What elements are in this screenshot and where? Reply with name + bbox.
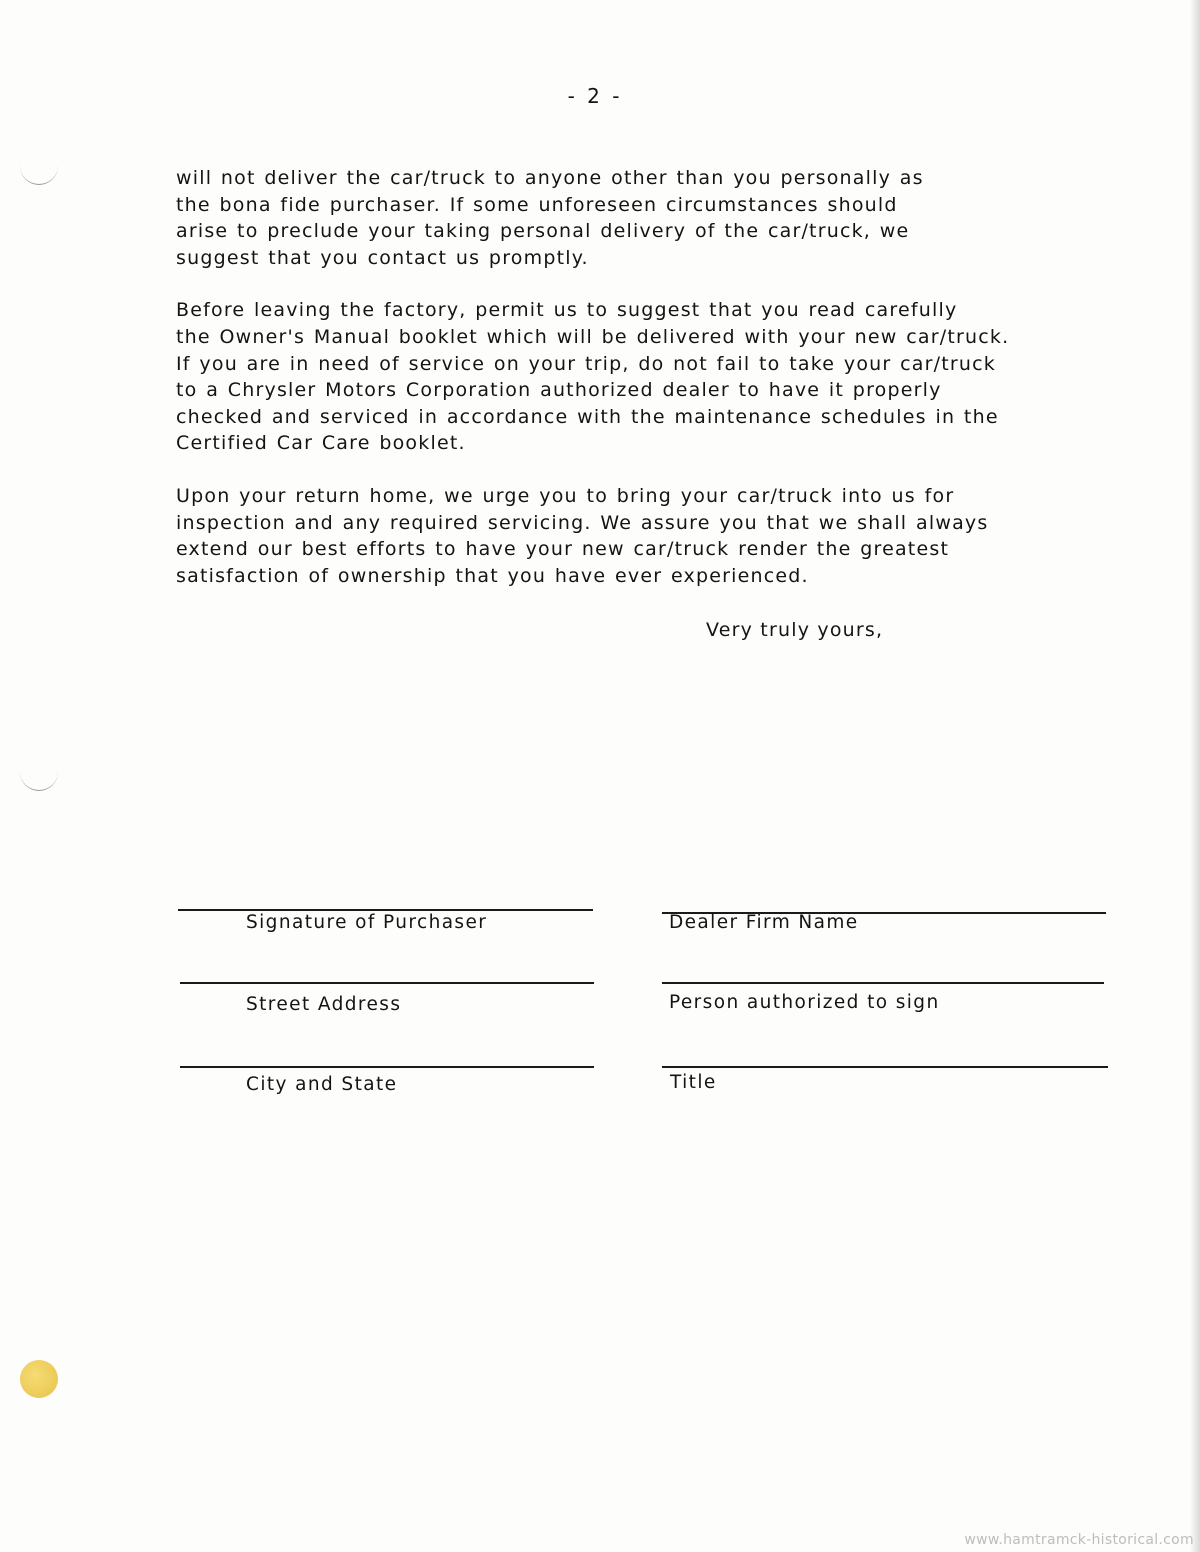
yellow-sticker-dot [20, 1360, 58, 1398]
label-title: Title [670, 1072, 717, 1093]
text-line: If you are in need of service on your trip, do not fail to take your car/truck [176, 352, 997, 375]
text-line: arise to preclude your taking personal delivery of the car/truck, we [176, 220, 910, 243]
paragraph-1 [176, 165, 1136, 271]
signature-line-city-state [180, 1066, 594, 1068]
letter-body [176, 165, 1136, 615]
label-city-and-state: City and State [246, 1074, 398, 1095]
label-dealer-firm-name: Dealer Firm Name [669, 912, 859, 933]
signature-line-title [662, 1066, 1108, 1068]
text-line: extend our best efforts to have your new car/truck render the greatest [176, 538, 950, 561]
text-line: the bona fide purchaser. If some unforeseen circumstances should [176, 193, 898, 216]
watermark-url: www.hamtramck-historical.com [964, 1532, 1194, 1548]
label-person-authorized-to-sign: Person authorized to sign [669, 992, 940, 1013]
signature-line-purchaser [178, 909, 593, 911]
text-line: suggest that you contact us promptly. [176, 246, 589, 269]
label-signature-of-purchaser: Signature of Purchaser [246, 912, 488, 933]
closing-salutation: Very truly yours, [706, 619, 884, 641]
text-line: Before leaving the factory, permit us to suggest that you read carefully [176, 299, 958, 322]
text-line: satisfaction of ownership that you have ever experienced. [176, 564, 809, 587]
text-line: inspection and any required servicing. We assure you that we shall always [176, 511, 989, 534]
text-line: will not deliver the car/truck to anyone other than you personally as [176, 167, 924, 189]
signature-line-authorized-person [662, 982, 1104, 984]
label-street-address: Street Address [246, 994, 402, 1015]
text-line: the Owner's Manual booklet which will be delivered with your new car/truck. [176, 325, 1010, 348]
text-line: to a Chrysler Motors Corporation authorized dealer to have it properly [176, 379, 942, 402]
paragraph-2 [176, 297, 1136, 457]
text-line: checked and serviced in accordance with the maintenance schedules in the [176, 405, 999, 428]
text-line: Certified Car Care booklet. [176, 432, 466, 455]
punch-hole-top [20, 160, 58, 185]
signature-line-street-address [180, 982, 594, 984]
punch-hole-middle [20, 766, 58, 791]
text-line: Upon your return home, we urge you to bring your car/truck into us for [176, 484, 955, 507]
page-number: - 2 - [567, 84, 623, 108]
paragraph-3 [176, 483, 1136, 589]
page-edge-shadow [1190, 0, 1200, 1552]
